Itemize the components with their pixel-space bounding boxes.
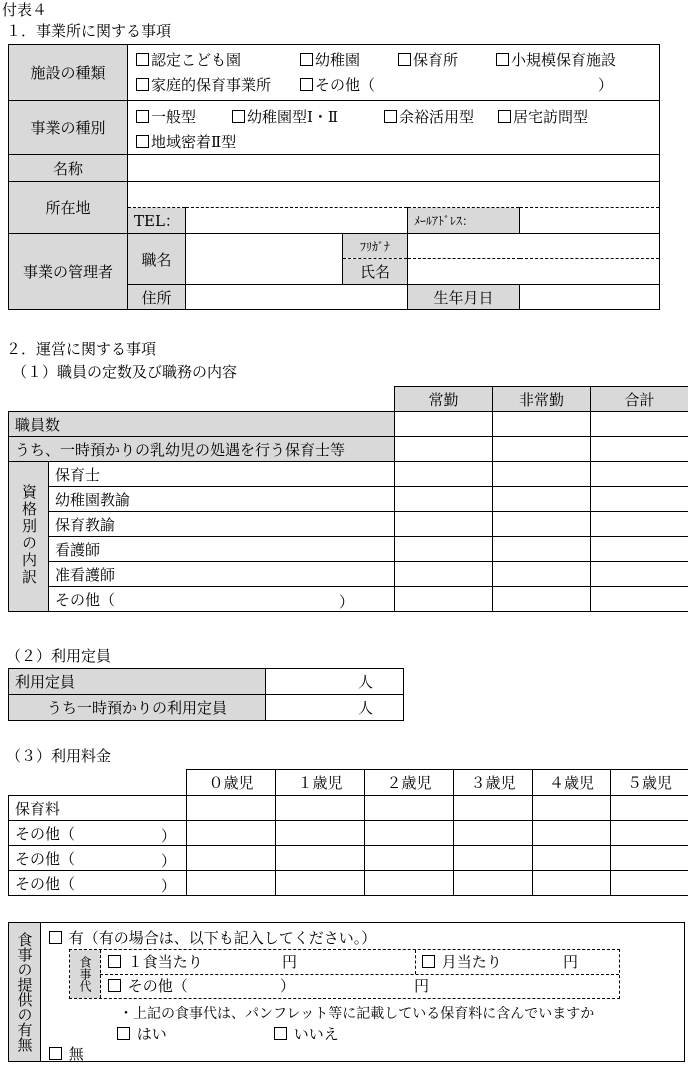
checkbox-icon [274,1027,287,1040]
checkbox-icon [49,931,62,944]
staff-col-parttime: 非常勤 [493,387,591,412]
per-month-yen: 円 [563,953,579,971]
business-opt-youchien[interactable]: 幼稚園型Ⅰ・Ⅱ [232,110,338,125]
staff-cell[interactable] [493,437,591,462]
business-type-label: 事業の種別 [9,101,128,155]
fee-col-4: ４歳児 [533,770,611,796]
fee-cell[interactable] [611,796,688,821]
manager-title-field[interactable] [186,234,343,285]
fee-cell[interactable] [187,821,276,846]
staff-cell[interactable] [493,412,591,437]
fee-cell[interactable] [454,821,533,846]
staff-cell[interactable] [395,562,493,587]
email-field[interactable] [520,208,660,234]
checkbox-icon [498,110,511,123]
email-label: ﾒｰﾙｱﾄﾞﾚｽ： [408,208,520,234]
facility-opt-youchien[interactable]: 幼稚園 [300,53,360,68]
fee-cell[interactable] [187,846,276,871]
meal-cost-label-cell [70,950,101,998]
manager-address-field[interactable] [186,285,408,310]
meal-question: ・上記の食事代は、パンフレット等に記載している保育料に含んでいますか [119,1006,595,1022]
per-meal-option[interactable]: １食当たり [108,955,203,970]
staff-cell[interactable] [395,412,493,437]
checkbox-icon [108,979,121,992]
checkbox-icon [136,78,149,91]
answer-yes-option[interactable]: はい [117,1027,167,1042]
staff-row-temp: うち、一時預かりの乳幼児の処遇を行う保育士等 [9,437,395,462]
fee-cell[interactable] [365,871,454,896]
fee-table [8,769,688,896]
name-field[interactable] [128,155,660,182]
staff-row-count: 職員数 [9,412,395,437]
staff-cell[interactable] [493,587,591,612]
business-opt-chiiki[interactable]: 地域密着Ⅱ型 [136,135,236,150]
fee-cell[interactable] [454,871,533,896]
capacity-field[interactable]: 人 [266,669,404,695]
manager-title-label: 職名 [128,234,186,285]
facility-opt-nintei[interactable]: 認定こども園 [136,53,241,68]
staff-cell[interactable] [591,412,688,437]
temp-capacity-label: うち一時預かりの利用定員 [9,695,266,721]
fee-col-3: ３歳児 [454,770,533,796]
fee-col-5: ５歳児 [611,770,688,796]
facility-opt-small[interactable]: 小規模保育施設 [496,53,616,68]
fee-cell[interactable] [276,821,365,846]
name-label: 名称 [9,155,128,182]
fee-cell[interactable] [454,846,533,871]
meals-yes-option[interactable]: 有（有の場合は、以下も記入してください。） [49,931,376,946]
manager-address-label: 住所 [128,285,186,310]
checkbox-icon [300,53,313,66]
section2-heading: ２．運営に関する事項 [6,340,157,358]
other-meal-option[interactable]: その他（ [108,979,188,994]
tel-label: TEL： [128,208,186,234]
fee-row-label: その他（ ） [9,821,187,846]
fee-row-label: その他（ ） [9,871,187,896]
checkbox-icon [136,53,149,66]
fee-col-2: ２歳児 [365,770,454,796]
meals-label-cell [9,923,41,1061]
fee-cell[interactable] [533,821,611,846]
birthdate-field[interactable] [520,285,660,310]
fee-cell[interactable] [611,871,688,896]
checkbox-icon [232,110,245,123]
staff-cell[interactable] [591,437,688,462]
staff-col-fulltime: 常勤 [395,387,493,412]
facility-opt-other[interactable]: その他（ [300,78,375,93]
fee-cell[interactable] [187,871,276,896]
staff-cell[interactable] [395,487,493,512]
meal-cost-box [69,949,620,999]
fee-cell[interactable] [365,821,454,846]
staff-table [8,386,688,612]
fee-cell[interactable] [611,821,688,846]
tel-field[interactable] [186,208,408,234]
sub3-heading: （３）利用料金 [6,747,112,765]
checkbox-icon [117,1027,130,1040]
per-meal-yen: 円 [282,953,298,971]
fee-cell[interactable] [454,796,533,821]
breakdown-row: 保育士 [49,462,395,487]
fee-row-label: その他（ ） [9,846,187,871]
other-meal-close: ） [280,977,296,995]
staff-cell[interactable] [591,487,688,512]
location-label: 所在地 [9,182,128,234]
other-meal-yen: 円 [414,977,430,995]
staff-cell[interactable] [395,437,493,462]
checkbox-icon [496,53,509,66]
staff-cell[interactable] [591,537,688,562]
fee-cell[interactable] [611,846,688,871]
business-opt-yoyuu[interactable]: 余裕活用型 [384,110,474,125]
facility-other-close: ） [598,76,614,94]
staff-cell[interactable] [493,462,591,487]
fee-cell[interactable] [533,796,611,821]
staff-cell[interactable] [395,462,493,487]
sub1-heading: （１）職員の定数及び職務の内容 [12,363,238,381]
capacity-table [8,668,404,721]
business-opt-kyotaku[interactable]: 居宅訪問型 [498,110,588,125]
breakdown-row: 看護師 [49,537,395,562]
checkbox-icon [300,78,313,91]
staff-cell[interactable] [493,487,591,512]
fee-col-0: ０歳児 [187,770,276,796]
fee-cell[interactable] [365,796,454,821]
fee-cell[interactable] [276,846,365,871]
meals-no-option[interactable]: 無 [49,1047,84,1062]
meal-cost-label: 食事代 [78,956,92,992]
staff-cell[interactable] [493,512,591,537]
sub2-heading: （２）利用定員 [6,647,112,665]
facility-type-label: 施設の種類 [9,45,128,101]
staff-cell[interactable] [395,587,493,612]
temp-capacity-field[interactable]: 人 [266,695,404,721]
manager-label: 事業の管理者 [9,234,128,310]
fee-cell[interactable] [533,846,611,871]
staff-cell[interactable] [591,512,688,537]
manager-name-field[interactable] [408,259,660,285]
checkbox-icon [136,135,149,148]
staff-cell[interactable] [493,562,591,587]
fee-row-label: 保育料 [9,796,187,821]
staff-cell[interactable] [395,537,493,562]
answer-no-option[interactable]: いいえ [274,1027,339,1042]
meal-cost-vdivider [415,950,416,974]
birthdate-label: 生年月日 [408,285,520,310]
capacity-label: 利用定員 [9,669,266,695]
facility-opt-hoikusho[interactable]: 保育所 [398,53,458,68]
facility-opt-katei[interactable]: 家庭的保育事業所 [136,78,271,93]
checkbox-icon [49,1047,62,1060]
breakdown-label: 資格別の内訳 [20,483,38,586]
business-type-options [128,101,660,155]
facility-info-table [8,44,659,310]
fee-cell[interactable] [533,871,611,896]
staff-col-total: 合計 [591,387,688,412]
furigana-label: ﾌﾘｶﾞﾅ [343,234,408,259]
checkbox-icon [384,110,397,123]
fee-col-1: １歳児 [276,770,365,796]
furigana-field[interactable] [408,234,660,259]
meals-label: 食事の提供の有無 [15,932,34,1052]
breakdown-row: 准看護師 [49,562,395,587]
meals-box [8,922,685,1062]
fee-cell[interactable] [276,871,365,896]
checkbox-icon [398,53,411,66]
staff-cell[interactable] [591,587,688,612]
facility-type-options [128,45,660,101]
breakdown-row-other: その他（ ） [49,587,395,612]
staff-cell[interactable] [591,462,688,487]
fee-cell[interactable] [187,796,276,821]
section1-heading: １．事業所に関する事項 [6,22,172,40]
fee-cell[interactable] [276,796,365,821]
breakdown-row: 保育教諭 [49,512,395,537]
page-label: 付表４ [2,1,48,19]
checkbox-icon [136,110,149,123]
fee-cell[interactable] [365,846,454,871]
business-opt-general[interactable]: 一般型 [136,110,196,125]
breakdown-label-cell [9,462,49,612]
staff-cell[interactable] [591,562,688,587]
breakdown-row: 幼稚園教諭 [49,487,395,512]
address-field[interactable] [128,182,660,208]
per-month-option[interactable]: 月当たり [422,955,502,970]
meal-cost-divider [100,974,619,975]
manager-name-label: 氏名 [343,259,408,285]
checkbox-icon [422,955,435,968]
staff-cell[interactable] [395,512,493,537]
staff-cell[interactable] [493,537,591,562]
checkbox-icon [108,955,121,968]
